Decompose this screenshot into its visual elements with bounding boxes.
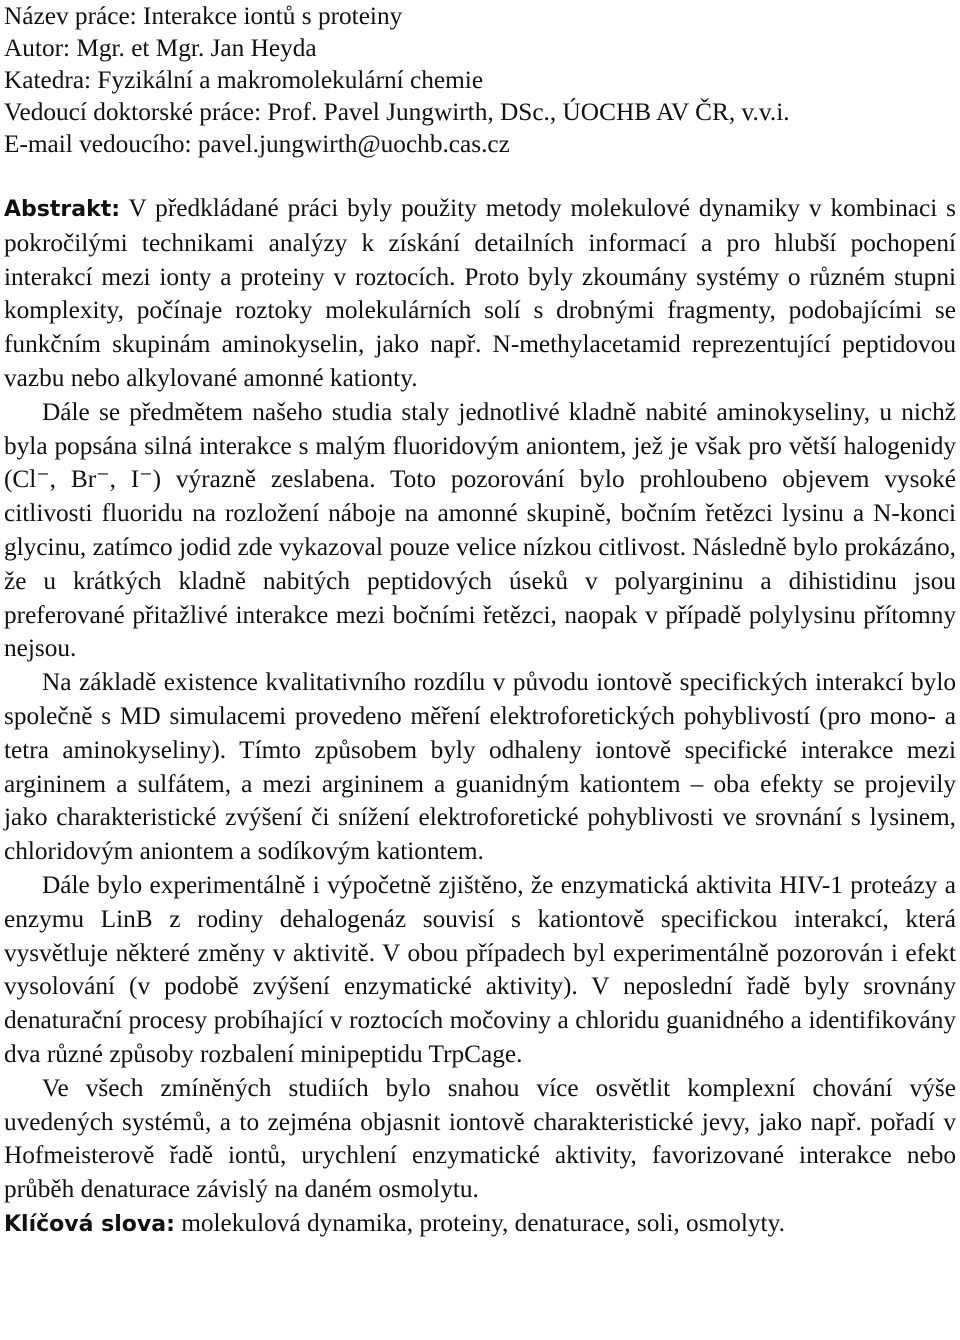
abstract-paragraph bbox=[4, 192, 956, 396]
thesis-title: Název práce: Interakce iontů s proteiny bbox=[4, 2, 403, 30]
keywords-section bbox=[4, 1207, 956, 1242]
abstract-section bbox=[4, 192, 956, 1207]
thesis-metadata bbox=[4, 0, 956, 160]
thesis-department: Katedra: Fyzikální a makromolekulární chemie bbox=[4, 66, 484, 94]
abstract-paragraph: Na základě existence kvalitativního rozdílu v původu iontově specifických interakcí bylo společně s MD simulacemi provedeno měření elektroforetických pohyblivostí (pro mono- a tetra aminokyseliny). Tímto způsobem byly odhaleny iontově specifické interakce mezi argininem a sulfátem, a mezi argininem a guanidným kationtem – oba efekty se projevily jako charakteristické zvýšení či snížení elektroforetické pohyblivosti ve srovnání s lysinem, chloridovým aniontem a sodíkovým kationtem. bbox=[4, 668, 956, 866]
supervisor-email: E-mail vedoucího: pavel.jungwirth@uochb.cas.cz bbox=[4, 130, 510, 158]
keywords-label: Klíčová slova: bbox=[4, 1211, 175, 1237]
abstract-paragraph: Ve všech zmíněných studiích bylo snahou více osvětlit komplexní chování výše uvedených systémů, a to zejména objasnit iontově charakteristické jevy, jako např. pořadí v Hofmeisterově řadě iontů, urychlení enzymatické aktivity, favorizované interakce nebo průběh denaturace závislý na daném osmolytu. bbox=[4, 1073, 956, 1204]
abstract-paragraph-text: V předkládané práci byly použity metody molekulové dynamiky v kombinaci s pokročilými technikami analýzy k získání detailních informací a pro hlubší pochopení interakcí mezi ionty a proteiny v roztocích. Proto byly zkoumány systémy o různém stupni komplexity, počínaje roztoky molekulárních solí s drobnými fragmenty, podobajícími se funkčním skupinám aminokyselin, jako např. N-methylacetamid reprezentující peptidovou vazbu nebo alkylované amonné kationty. bbox=[4, 194, 956, 392]
keywords-text: molekulová dynamika, proteiny, denaturace, soli, osmolyty. bbox=[181, 1208, 785, 1237]
thesis-supervisor: Vedoucí doktorské práce: Prof. Pavel Jungwirth, DSc., ÚOCHB AV ČR, v.v.i. bbox=[4, 98, 790, 126]
abstract-label: Abstrakt: bbox=[4, 197, 121, 222]
thesis-author: Autor: Mgr. et Mgr. Jan Heyda bbox=[4, 34, 317, 62]
abstract-paragraph: Dále bylo experimentálně i výpočetně zjištěno, že enzymatická aktivita HIV-1 proteázy a enzymu LinB z rodiny dehalogenáz souvisí s kationtově specifickou interakcí, která vysvětluje některé změny v aktivitě. V obou případech byl experimentálně pozorován i efekt vysolování (v podobě zvýšení enzymatické aktivity). V neposlední řadě byly srovnány denaturační procesy probíhající v roztocích močoviny a chloridu guanidného a identifikovány dva různé způsoby rozbalení minipeptidu TrpCage. bbox=[4, 870, 956, 1068]
abstract-paragraph: Dále se předmětem našeho studia staly jednotlivé kladně nabité aminokyseliny, u nichž byla popsána silná interakce s malým fluoridovým aniontem, jež je však pro větší halogenidy (Cl⁻, Br⁻, I⁻) výrazně zeslabena. Toto pozorování bylo prohloubeno objevem vysoké citlivosti fluoridu na rozložení náboje na amonné skupině, bočním řetězci lysinu a N-konci glycinu, zatímco jodid zde vykazoval pouze velice nízkou citlivost. Následně bylo prokázáno, že u krátkých kladně nabitých peptidových úseků v polyargininu a dihistidinu jsou preferované přitažlivé interakce mezi bočními řetězci, naopak v případě polylysinu přítomny nejsou. bbox=[4, 397, 956, 663]
